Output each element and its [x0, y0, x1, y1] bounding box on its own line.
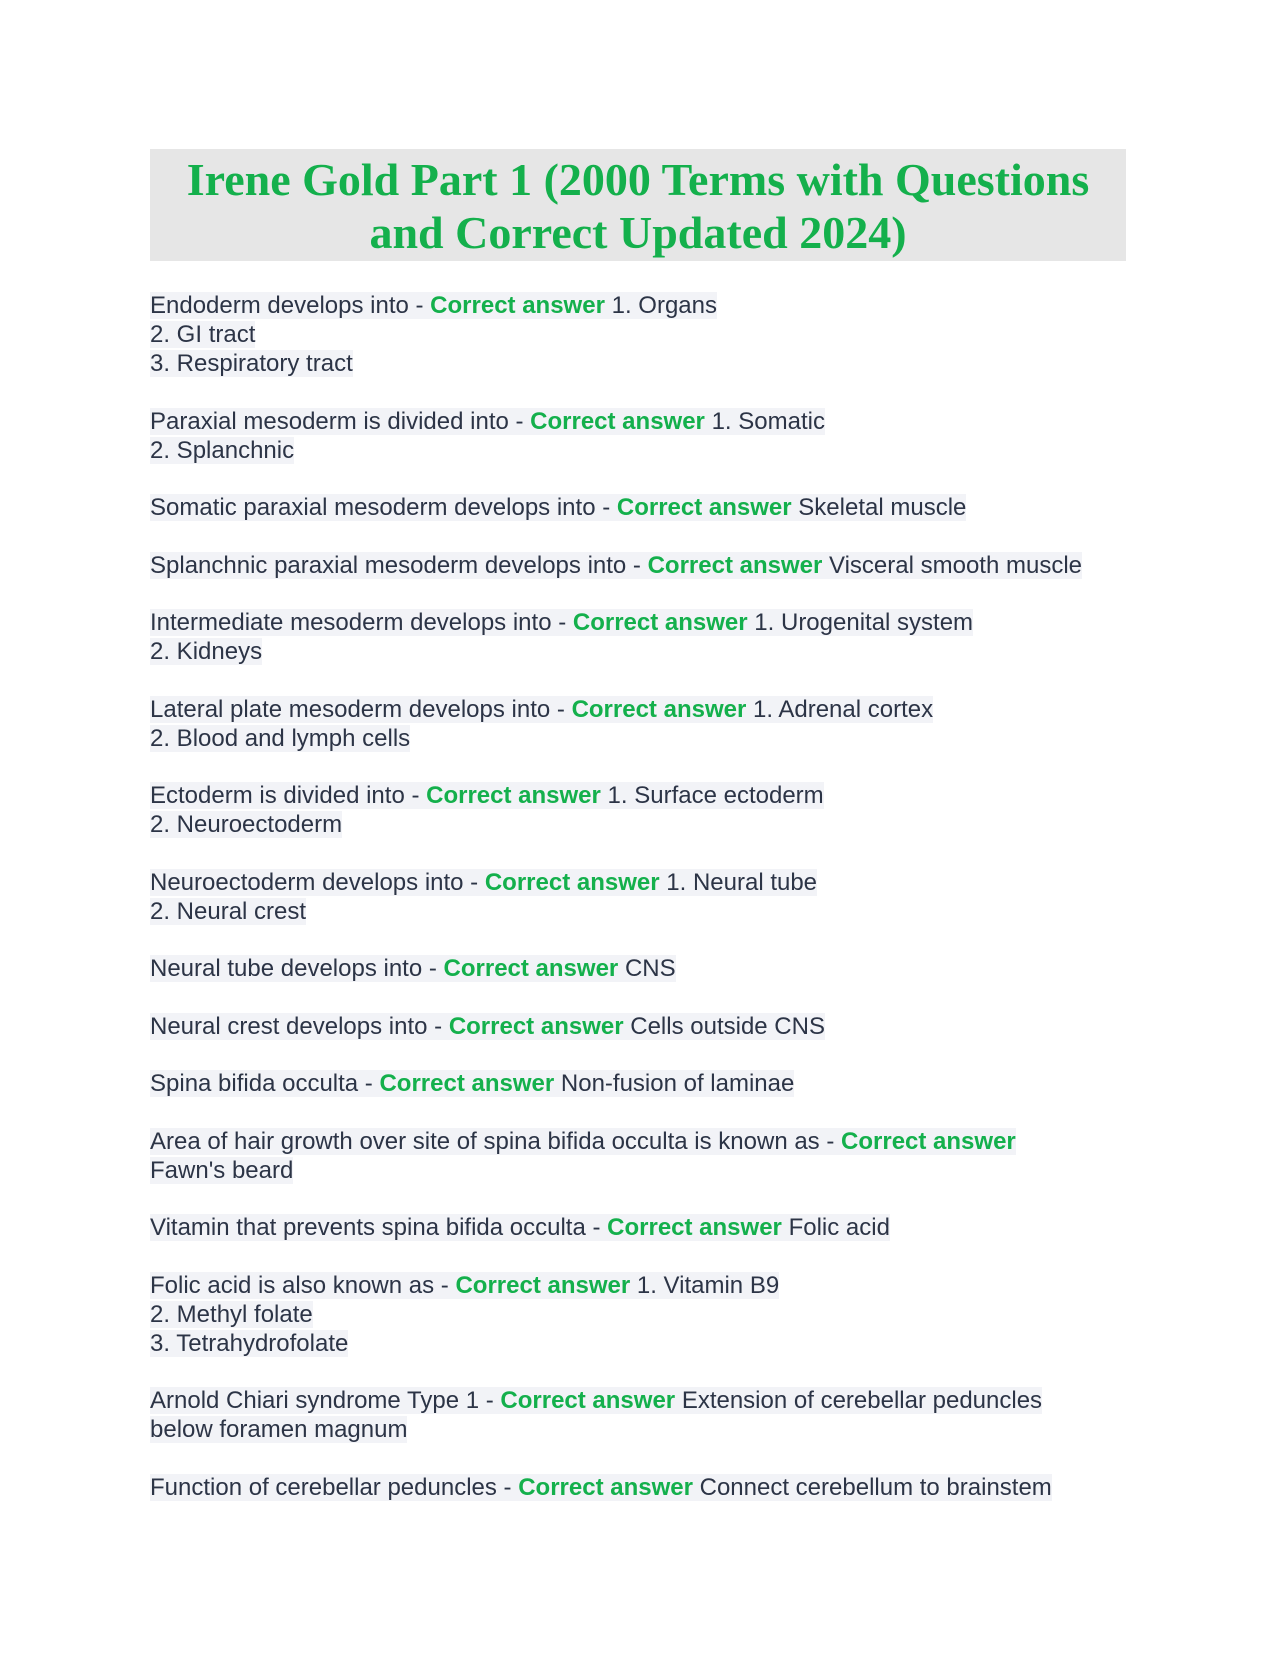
answer-line [150, 897, 1126, 926]
answer-text: Fawn's beard [150, 1156, 294, 1184]
answer-text: 1. Adrenal cortex [752, 695, 934, 723]
question-text: Neural crest develops into [150, 1012, 428, 1040]
qa-highlight [150, 1272, 779, 1299]
qa-item [150, 551, 1126, 580]
separator: - [595, 494, 617, 521]
qa-highlight [150, 1070, 794, 1097]
answer-text: 1. Urogenital system [754, 609, 974, 636]
separator: - [496, 1473, 519, 1501]
answer-text: Skeletal muscle [798, 494, 967, 521]
answer-text: Cells outside CNS [630, 1012, 825, 1040]
separator: - [550, 695, 572, 723]
correct-answer-label: Correct answer [484, 868, 660, 896]
answer-line [150, 637, 1126, 666]
separator: - [479, 1387, 501, 1414]
correct-answer-label: Correct answer [448, 1012, 624, 1040]
answer-text: 2. Kidneys [150, 638, 263, 665]
answer-text: 3. Respiratory tract [150, 350, 353, 377]
correct-answer-label: Correct answer [571, 695, 747, 723]
question-text: Neuroectoderm develops into [150, 868, 464, 896]
answer-text: 1. Vitamin B9 [636, 1271, 780, 1299]
correct-answer-label: Correct answer [530, 407, 705, 435]
correct-answer-label: Correct answer [518, 1473, 693, 1501]
question-text: Neural tube develops into [150, 955, 423, 982]
qa-item [150, 1473, 1126, 1502]
qa-highlight [150, 1214, 890, 1241]
answer-line [150, 1300, 1126, 1329]
question-text: Intermediate mesoderm develops into [150, 609, 552, 636]
answer-text: Extension of cerebellar peduncles [681, 1387, 1043, 1414]
qa-item [150, 868, 1126, 926]
separator: - [404, 782, 427, 809]
answer-text: 1. Surface ectoderm [607, 782, 824, 809]
qa-first-line [150, 1012, 1126, 1041]
answer-text: 2. Methyl folate [150, 1300, 313, 1328]
qa-item [150, 1012, 1126, 1041]
document-page [150, 149, 1126, 1530]
qa-highlight [150, 955, 676, 982]
answer-text: 1. Somatic [711, 407, 825, 435]
answer-text: below foramen magnum [150, 1416, 408, 1443]
separator: - [585, 1214, 608, 1241]
qa-item [150, 954, 1126, 983]
qa-highlight [150, 1474, 1052, 1501]
correct-answer-label: Correct answer [443, 955, 619, 982]
qa-highlight [150, 552, 1082, 579]
qa-item [150, 608, 1126, 666]
qa-first-line [150, 1386, 1126, 1415]
qa-highlight [150, 408, 825, 435]
qa-highlight [150, 609, 973, 636]
answer-text: Connect cerebellum to brainstem [699, 1473, 1052, 1501]
qa-item [150, 1069, 1126, 1098]
answer-line [150, 1156, 1126, 1185]
qa-first-line [150, 781, 1126, 810]
qa-highlight [150, 1387, 1042, 1414]
answer-text: Non-fusion of laminae [560, 1070, 795, 1097]
qa-first-line [150, 1213, 1126, 1242]
qa-item [150, 291, 1126, 378]
correct-answer-label: Correct answer [572, 609, 748, 636]
qa-first-line [150, 1127, 1126, 1156]
answer-line [150, 320, 1126, 349]
separator: - [408, 292, 431, 319]
answer-text: Folic acid [788, 1214, 890, 1241]
correct-answer-label: Correct answer [647, 551, 823, 579]
separator: - [626, 551, 648, 579]
question-text: Function of cerebellar peduncles [150, 1473, 497, 1501]
qa-item [150, 1127, 1126, 1185]
answer-text: 2. Splanchnic [150, 436, 295, 464]
qa-item [150, 1213, 1126, 1242]
qa-highlight [150, 782, 824, 809]
answer-text: 1. Organs [611, 292, 717, 319]
qa-first-line [150, 1069, 1126, 1098]
question-text: Somatic paraxial mesoderm develops into [150, 494, 596, 521]
qa-item [150, 493, 1126, 522]
question-text: Vitamin that prevents spina bifida occulta [150, 1214, 586, 1241]
qa-first-line [150, 493, 1126, 522]
qa-item [150, 781, 1126, 839]
qa-first-line [150, 291, 1126, 320]
correct-answer-label: Correct answer [500, 1387, 676, 1414]
qa-highlight [150, 869, 817, 896]
qa-first-line [150, 407, 1126, 436]
question-text: Spina bifida occulta [150, 1070, 359, 1097]
answer-text: 2. GI tract [150, 321, 256, 348]
answer-text: 2. Blood and lymph cells [150, 724, 411, 752]
answer-line [150, 1415, 1126, 1444]
question-text: Lateral plate mesoderm develops into [150, 695, 551, 723]
correct-answer-label: Correct answer [379, 1070, 555, 1097]
answer-text: 2. Neuroectoderm [150, 811, 343, 838]
qa-item [150, 1271, 1126, 1358]
qa-first-line [150, 868, 1126, 897]
qa-highlight [150, 1128, 1016, 1155]
qa-highlight [150, 696, 933, 723]
qa-highlight [150, 494, 966, 521]
correct-answer-label: Correct answer [841, 1127, 1016, 1155]
separator: - [819, 1127, 842, 1155]
answer-text: Visceral smooth muscle [829, 551, 1082, 579]
answer-line [150, 436, 1126, 465]
document-title: Irene Gold Part 1 (2000 Terms with Questions and Correct Updated 2024) [186, 154, 1090, 258]
answer-text: 1. Neural tube [666, 868, 818, 896]
qa-first-line [150, 695, 1126, 724]
question-text: Folic acid is also known as [150, 1271, 435, 1299]
correct-answer-label: Correct answer [430, 292, 605, 319]
qa-first-line [150, 551, 1126, 580]
answer-line [150, 810, 1126, 839]
qa-item [150, 407, 1126, 465]
answer-line [150, 724, 1126, 753]
separator: - [427, 1012, 449, 1040]
correct-answer-label: Correct answer [455, 1271, 631, 1299]
answer-text: 2. Neural crest [150, 897, 307, 925]
answer-line [150, 349, 1126, 378]
correct-answer-label: Correct answer [607, 1214, 782, 1241]
qa-item [150, 1386, 1126, 1444]
question-text: Endoderm develops into [150, 292, 409, 319]
question-text: Arnold Chiari syndrome Type 1 [150, 1387, 480, 1414]
separator: - [551, 609, 573, 636]
qa-first-line [150, 1271, 1126, 1300]
qa-item [150, 695, 1126, 753]
qa-list [150, 291, 1126, 1502]
qa-first-line [150, 1473, 1126, 1502]
separator: - [422, 955, 444, 982]
qa-highlight [150, 1013, 825, 1040]
separator: - [358, 1070, 380, 1097]
answer-text: CNS [624, 955, 676, 982]
answer-text: 3. Tetrahydrofolate [150, 1329, 349, 1357]
separator: - [463, 868, 485, 896]
qa-highlight [150, 292, 717, 319]
question-text: Splanchnic paraxial mesoderm develops into [150, 551, 627, 579]
qa-first-line [150, 954, 1126, 983]
separator: - [434, 1271, 456, 1299]
question-text: Paraxial mesoderm is divided into [150, 407, 509, 435]
title-banner [150, 149, 1126, 261]
correct-answer-label: Correct answer [616, 494, 792, 521]
qa-first-line [150, 608, 1126, 637]
question-text: Area of hair growth over site of spina bifida occulta is known as [150, 1127, 820, 1155]
question-text: Ectoderm is divided into [150, 782, 405, 809]
correct-answer-label: Correct answer [426, 782, 601, 809]
answer-line [150, 1329, 1126, 1358]
separator: - [508, 407, 531, 435]
